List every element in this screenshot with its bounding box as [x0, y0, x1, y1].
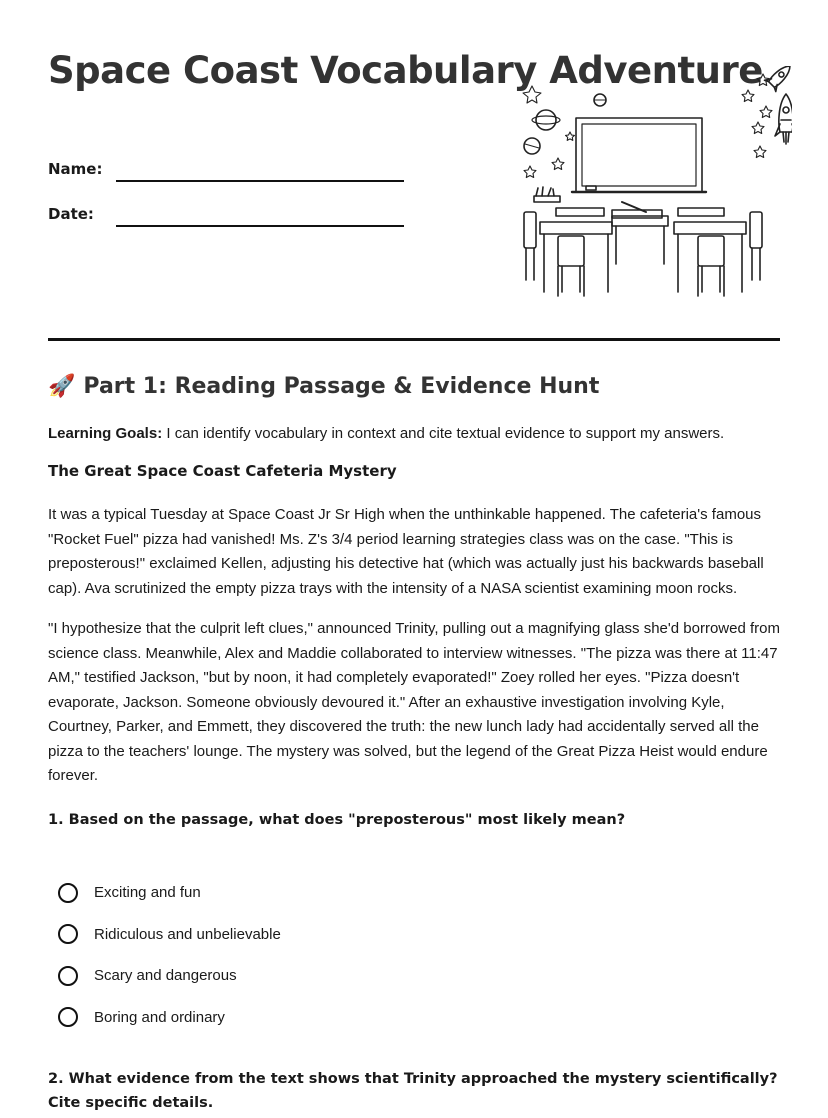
option-a[interactable]	[58, 872, 281, 914]
question-1-options	[58, 872, 281, 1038]
option-label: Exciting and fun	[94, 884, 201, 902]
question-1: 1. Based on the passage, what does "preposterous" most likely mean?	[48, 812, 626, 828]
name-label: Name:	[48, 160, 103, 178]
passage-title: The Great Space Coast Cafeteria Mystery	[48, 462, 397, 480]
option-c[interactable]	[58, 955, 281, 997]
question-2: 2. What evidence from the text shows that Trinity approached the mystery scientifically? Cite specific details.	[48, 1071, 778, 1111]
learning-goals-label: Learning Goals:	[48, 425, 163, 442]
rocket-icon: 🚀	[48, 374, 76, 399]
classroom-space-illustration	[518, 66, 792, 300]
learning-goals-text: I can identify vocabulary in context and cite textual evidence to support my answers.	[162, 425, 725, 442]
learning-goals	[48, 422, 788, 447]
option-b[interactable]	[58, 914, 281, 956]
part1-title: Part 1: Reading Passage & Evidence Hunt	[83, 374, 600, 399]
option-label: Boring and ordinary	[94, 1008, 225, 1026]
name-line[interactable]	[116, 180, 404, 182]
option-d[interactable]	[58, 997, 281, 1039]
option-label: Scary and dangerous	[94, 967, 237, 985]
passage-paragraph-1: It was a typical Tuesday at Space Coast Jr Sr High when the unthinkable happened. The cafeteria's famous "Rocket Fuel" pizza had vanished! Ms. Z's 3/4 period learning strategies class was on the case. "This is preposterous!" exclaimed Kellen, adjusting his detective hat (which was actually just his backwards baseball cap). Ava scrutinized the empty pizza trays with the intensity of a NASA scientist examining moon rocks.	[48, 506, 764, 597]
worksheet-header	[48, 0, 780, 341]
date-line[interactable]	[116, 225, 404, 227]
radio-button[interactable]	[58, 883, 78, 903]
passage-paragraph-2: "I hypothesize that the culprit left clues," announced Trinity, pulling out a magnifying glass she'd borrowed from science class. Meanwhile, Alex and Maddie collaborated to interview witnesses. "The pizza was there at 11:47 AM," testified Jackson, "but by noon, it had completely evaporated!" Zoey rolled her eyes. "Pizza doesn't evaporate, Jackson. Someone obviously devoured it." After an exhaustive investigation involving Kyle, Courtney, Parker, and Emmett, they discovered the truth: the new lunch lady had accidentally served all the pizza to the teachers' lounge. The mystery was solved, but the legend of the Great Pizza Heist would endure forever.	[48, 620, 780, 784]
radio-button[interactable]	[58, 924, 78, 944]
date-label: Date:	[48, 205, 94, 223]
worksheet-title: Space Coast Vocabulary Adventure	[48, 49, 763, 92]
part1-heading	[48, 374, 599, 399]
option-label: Ridiculous and unbelievable	[94, 925, 281, 943]
radio-button[interactable]	[58, 966, 78, 986]
radio-button[interactable]	[58, 1007, 78, 1027]
worksheet-page	[48, 0, 780, 1111]
